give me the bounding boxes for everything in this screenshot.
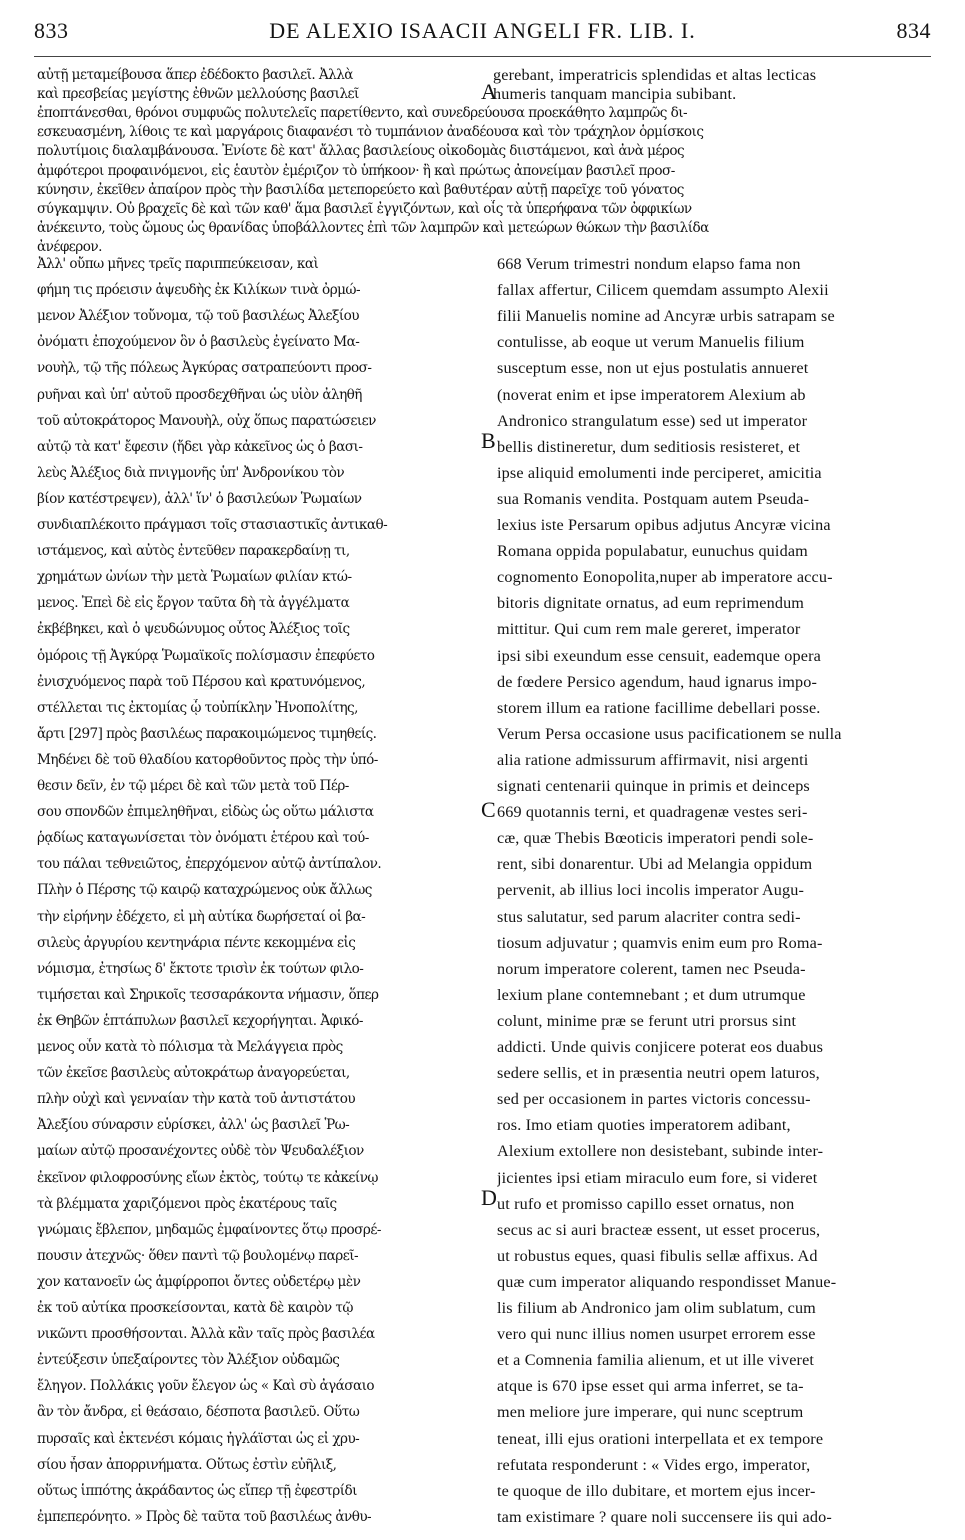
- latin-line: secus ac si auri bracteæ essent, ut esset procerus,: [497, 1220, 821, 1239]
- greek-line: ὀνόματι ἐποχούμενον ὃν ὁ βασιλεὺς ἐγείνατο Μα-: [37, 334, 360, 351]
- greek-line: θεσιν δεῖν, ἐν τῷ μέρει δὲ καὶ τῶν μετὰ τοῦ Πέρ-: [37, 778, 349, 794]
- greek-line: βίον κατέστρεψεν), ἀλλ' ἵν' ὁ βασιλεύων Ῥωμαίων: [37, 490, 362, 507]
- top-greek-line: κύνησιν, ἐκεῖθεν ἀπαίρον πρὸς τὴν βασιλίδα μετεπορεύετο καὶ βαθυτέραν αὐτῇ παρεῖχε τοῦ γόνατος: [37, 181, 684, 198]
- greek-line: νόμισμα, ἐτησίως δ' ἔκτοτε τρισὶν ἐκ τούτων φιλο-: [37, 960, 364, 977]
- page-number-right: 834: [896, 18, 931, 43]
- top-greek-line: εσκευασμένη, λίθοις τε καὶ μαργάροις διαφανέσι τὸ τυμπάνιον ἀναδέουσα καὶ τὸν τράχηλον ὁρμίσκοις: [37, 124, 704, 141]
- top-greek-line: σύγκαμψιν. Οὐ βραχεῖς δὲ καὶ τῶν καθ' ἅμα βασιλεῖ ἐγγιζόντων, καὶ οἷς τὰ ὑπερήφανα τῶν ὀφφικίων: [37, 200, 692, 217]
- greek-line: μενον Ἀλέξιον τοὔνομα, τῷ τοῦ βασιλέως Ἀλεξίου: [37, 308, 360, 325]
- greek-line: ἂν τὸν ἄνδρα, εἰ θεάσαιο, δέσποτα βασιλεῦ. Οὕτω: [37, 1404, 360, 1421]
- latin-line: ipse aliquid emolumenti inde perciperet, amicitia: [497, 463, 822, 482]
- latin-line: teneat, illi ejus orationi interpellata et ex tempore: [497, 1429, 824, 1448]
- latin-line: jicientes ipsi etiam miraculo eum fore, si videret: [497, 1168, 818, 1187]
- latin-line: lexius iste Persarum opibus adjutus Ancyræ vicina: [497, 516, 831, 534]
- latin-line: men meliore jure imperare, qui nunc sceptrum: [497, 1403, 804, 1422]
- greek-line: πυρσαῖς καὶ ἐκτενέσι κόμαις ἠγλάϊσται ὡς εἰ χρυ-: [37, 1430, 360, 1447]
- greek-line: χρημάτων ὠνίων τὴν μετὰ Ῥωμαίων φιλίαν κτώ-: [37, 569, 352, 586]
- greek-line: τὴν εἰρήνην ἐδέχετο, εἰ μὴ αὐτίκα δωρήσεταί οἱ βα-: [37, 908, 366, 925]
- latin-line: (noverat enim et ipse imperatorem Alexium ab: [497, 385, 806, 404]
- latin-line: cæ, quæ Thebis Bœoticis imperatori pendi sole-: [497, 829, 814, 848]
- greek-line: οὕτως ἱππότης ἀκράδαντος ὡς εἴπερ τῇ ἐφεστρίδι: [37, 1482, 357, 1499]
- greek-line: φήμη τις πρόεισιν ἀψευδὴς ἐκ Κιλίκων τινὰ ὀρμώ-: [37, 282, 360, 299]
- greek-line: μενος. Ἐπεὶ δὲ εἰς ἔργον ταῦτα δὴ τὰ ἀγγέλματα: [37, 595, 350, 612]
- top-greek-line: αὐτῇ μεταμείβουσα ἅπερ ἐδέδοκτο βασιλεῖ. Ἀλλὰ: [37, 67, 353, 83]
- page-number-left: 833: [34, 18, 69, 43]
- latin-line: te quoque de illo dubitare, et mortem ejus incer-: [497, 1481, 816, 1500]
- greek-line: ρυῆναι καὶ ὑπ' αὐτοῦ προσδεχθῆναι ὡς υἱὸν ἀληθῆ: [37, 386, 362, 403]
- greek-line: μαίων αὐτῷ προσανέχοντες οὐδὲ τὸν Ψευδαλέξιον: [37, 1143, 364, 1160]
- top-latin-line: humeris tanquam mancipia subibant.: [493, 85, 737, 104]
- greek-line: ἐκεῖνον φιλοφροσύνης εἴων ἐκτὸς, τούτῳ τε κἀκείνῳ: [37, 1169, 378, 1186]
- latin-line: Andronico strangulatum esse) sed ut imperator: [497, 411, 808, 430]
- latin-line: tam existimare ? quare noli succensere iis qui ado-: [497, 1507, 832, 1526]
- greek-line: τοῦ αὐτοκράτορος Μανουὴλ, οὐχ ὅπως παρατώσειεν: [37, 412, 376, 429]
- greek-line: σου σπονδῶν ἐπιμεληθῆναι, εἰδὼς ὡς οὕτω μάλιστα: [37, 804, 374, 821]
- greek-line: ιστάμενος, καὶ αὐτὸς ἐντεῦθεν παρακερδαίνῃ τι,: [37, 543, 350, 560]
- latin-line: pervenit, ab illius loci incolis imperator Augu-: [497, 881, 805, 900]
- greek-line: τιμήσεται καὶ Σηρικοῖς τεσσαράκοντα νήμασιν, ὅπερ: [37, 986, 379, 1003]
- top-greek-line: καὶ πρεσβείας μεγίστης ἐθνῶν μελλούσης βασιλεῖ: [37, 86, 359, 103]
- latin-line: ut robustus eques, quasi fibulis sellæ affixus. Ad: [497, 1246, 818, 1265]
- latin-line: atque is 670 ipse esset qui arma inferret, se ta-: [497, 1377, 804, 1396]
- latin-line: ros. Imo etiam quoties imperatorem adibant,: [497, 1116, 791, 1135]
- latin-line: rent, sibi donarentur. Ubi ad Melangia oppidum: [497, 855, 813, 874]
- latin-line: ut rufo et promisso capillo esset ornatus, non: [497, 1194, 795, 1213]
- latin-line: contulisse, ab eoque ut verum Manuelis filium: [497, 333, 805, 352]
- latin-line: sedere sellis, et in præsentia neutri opem laturos,: [497, 1064, 820, 1083]
- latin-line: quæ cum imperator aliquando respondisset Manue-: [497, 1272, 837, 1291]
- latin-line: sua Romanis vendita. Postquam autem Pseuda-: [497, 489, 810, 508]
- greek-line: Ἀλεξίου σύναρσιν εὑρίσκει, ἀλλ' ὡς βασιλεῖ Ῥω-: [37, 1117, 350, 1134]
- greek-line: Ἀλλ' οὔπω μῆνες τρεῖς παριππεύκεισαν, καὶ: [37, 256, 319, 272]
- latin-line: signati centenarii quinque in primis et deinceps: [497, 777, 810, 795]
- greek-line: νικῶντι προσθήσονται. Ἀλλὰ κἂν ταῖς πρὸς βασιλέα: [37, 1326, 375, 1343]
- latin-line: mittitur. Qui cum rem male gereret, imperator: [497, 620, 801, 639]
- greek-line: μενος οὖν κατὰ τὸ πόλισμα τὰ Μελάγγεια πρὸς: [37, 1039, 343, 1055]
- greek-line: ἐντεύξεσιν ὑπεξαίροντες τὸν Ἀλέξιον οὐδαμῶς: [37, 1352, 340, 1369]
- latin-line: de fœdere Persico agendum, haud ignarus impo-: [497, 672, 818, 691]
- latin-line: bitoris dignitate ornatus, ad eum reprimendum: [497, 594, 805, 613]
- latin-line: alia ratione admissurum affirmavit, nisi argenti: [497, 750, 809, 769]
- greek-line: γνώμαις ἔβλεπον, μηδαμῶς ἐμφαίνοντες ὅτῳ προσρέ-: [37, 1221, 381, 1238]
- latin-line: lis filium ab Andronico jam olim sublatum, cum: [497, 1299, 816, 1317]
- greek-line: πουσιν ἀτεχνῶς· ὅθεν παντὶ τῷ βουλομένῳ παρεῖ-: [37, 1247, 359, 1264]
- latin-line: Alexium extollere non desistebant, subinde inter-: [497, 1142, 824, 1161]
- greek-line: ἐκ Θηβῶν ἑπτάπυλων βασιλεῖ κεχορήγηται. Ἀφικό-: [37, 1012, 363, 1029]
- latin-line: lexium plane contemnebant ; et dum utrumque: [497, 985, 806, 1004]
- greek-line: τῶν ἐκεῖσε βασιλεὺς αὐτοκράτωρ ἀναγορεύεται,: [37, 1065, 350, 1082]
- latin-line: 669 quotannis terni, et quadragenæ vestes seri-: [497, 803, 808, 822]
- latin-line: filii Manuelis nomine ad Ancyræ urbis satrapam se: [497, 307, 835, 326]
- greek-line: Πλὴν ὁ Πέρσης τῷ καιρῷ καταχρώμενος οὐκ ἄλλως: [37, 882, 372, 899]
- greek-line: του πάλαι τεθνειῶτος, ἐπερχόμενον αὐτῷ ἀντίπαλον.: [37, 856, 382, 873]
- latin-line: addicti. Unde quivis conjicere poterat eos duabus: [497, 1038, 824, 1056]
- greek-line: ἐκβέβηκει, καὶ ὁ ψευδώνυμος οὗτος Ἀλέξιος τοῖς: [37, 621, 350, 638]
- greek-line: ὁμόροις τῇ Ἀγκύρᾳ Ῥωμαϊκοῖς πολίσμασιν ἐπεφύετο: [37, 647, 375, 664]
- greek-line: συνδιαπλέκοιτο πράγμασι τοῖς στασιαστικῖς ἀντικαθ-: [37, 517, 388, 533]
- greek-line: ἐνισχυόμενος παρὰ τοῦ Πέρσου καὶ κρατυνόμενος,: [37, 673, 366, 690]
- greek-line: σίου ἦσαν ἀπορρινήματα. Οὕτως ἐστὶν εὐῆλιξ,: [37, 1456, 337, 1473]
- latin-line: tiosum adjuvatur ; quamvis enim eum pro Roma-: [497, 933, 823, 952]
- greek-line: ῥᾳδίως καταγωνίσεται τὸν ὀνόματι ἑτέρου καὶ τού-: [37, 830, 369, 847]
- latin-line: colunt, minime præ se ferunt utri prorsus sint: [497, 1011, 797, 1030]
- greek-line: Μηδένει δὲ τοῦ θλαδίου κατορθοῦντος πρὸς τὴν ὑπό-: [37, 751, 378, 768]
- latin-line: bellis distineretur, dum seditiosis resisteret, et: [497, 437, 801, 456]
- greek-line: ἔληγον. Πολλάκις γοῦν ἔλεγον ὡς « Καὶ σὺ ἀγάσαιο: [37, 1378, 375, 1395]
- greek-line: σιλεὺς ἀργυρίου κεντηνάρια πέντε κεκομμένα εἰς: [37, 934, 356, 951]
- margin-letter-b: B: [481, 428, 496, 453]
- latin-line: et a Comnenia familia alienum, et ut ille viveret: [497, 1351, 815, 1370]
- greek-line: ἐκ τοῦ αὐτίκα προσκείσονται, κατὰ δὲ καιρὸν τῷ: [37, 1300, 353, 1316]
- latin-line: vero qui nunc illius nomen usurpet errorem esse: [497, 1325, 816, 1344]
- top-greek-line: ἀνέφερον.: [37, 238, 102, 255]
- latin-line: Romana oppida populabatur, eunuchus quidam: [497, 542, 808, 561]
- running-title: DE ALEXIO ISAACII ANGELI FR. LIB. I.: [269, 18, 696, 43]
- latin-line: storem illum ea ratione facillime debellari posse.: [497, 698, 821, 717]
- margin-letter-c: C: [481, 797, 496, 822]
- latin-line: 668 Verum trimestri nondum elapso fama non: [497, 255, 801, 273]
- greek-line: ἄρτι [297] πρὸς βασιλέως παρακοιμώμενος τιμηθείς.: [37, 725, 377, 742]
- latin-line: Verum Persa occasione usus pacificationem se nulla: [497, 724, 842, 743]
- latin-line: sed per occasionem in partes victoris concessu-: [497, 1090, 811, 1109]
- top-greek-line: ἀνέκειντο, τοὺς ὤμους ὡς θρανίδας ὑποβάλλοντες ἐπὶ τῶν λαμπρῶν καὶ μετεώρων θώκων τὴν βασιλίδα: [37, 219, 709, 236]
- latin-line: cognomento Eonopolita,nuper ab imperatore accu-: [497, 568, 833, 587]
- latin-line: susceptum esse, non ut ejus postulatis annueret: [497, 359, 809, 378]
- top-greek-line: ἐποπτάνεσθαι, θρόνοι συμφυῶς πολυτελεῖς παρετίθεντο, καὶ συνεδρεύουσα προεκάθητο λαμπρῶς δι-: [37, 105, 688, 122]
- greek-line: τὰ βλέμματα χαριζόμενοι πρὸς ἑκατέρους ταῖς: [37, 1195, 337, 1212]
- greek-line: αὐτῷ τὰ κατ' ἔφεσιν (ἤδει γὰρ κἀκεῖνος ὡς ὁ βασι-: [37, 438, 363, 455]
- greek-line: χον κατανοεῖν ὡς ἀμφίρροποι ὄντες οὐδετέρῳ μὲν: [37, 1273, 361, 1290]
- greek-line: στέλλεται τις ἐκτομίας ᾧ τοὐπίκλην Ἠνοπολίτης,: [37, 699, 358, 716]
- margin-letter-d: D: [481, 1185, 497, 1210]
- greek-line: νουὴλ, τῷ τῆς πόλεως Ἀγκύρας σατραπεύοντι προσ-: [37, 360, 372, 377]
- latin-line: norum imperatore colerent, tamen nec Pseuda-: [497, 959, 806, 978]
- top-greek-line: ἀμφότεροι προφαινόμενοι, εἰς ἑαυτὸν ἐμέριζον τὸ ὑπήκοον· ἢ καὶ πρώτως ἀπονείμαν βασιλεῖ προσ-: [37, 162, 675, 179]
- greek-line: πλὴν οὐχὶ καὶ γενναίαν τὴν κατὰ τοῦ ἀντιστάτου: [37, 1091, 356, 1108]
- margin-letter-a: A: [481, 79, 497, 104]
- header-rule: [34, 56, 931, 57]
- latin-line: fallax affertur, Cilicem quemdam assumpto Alexii: [497, 281, 829, 300]
- greek-line: ἐμπεπερόνητο. » Πρὸς δὲ ταῦτα τοῦ βασιλέως ἀνθυ-: [37, 1508, 372, 1525]
- top-latin-line: gerebant, imperatricis splendidas et altas lecticas: [493, 66, 817, 84]
- latin-line: refutata responderunt : « Vides ergo, imperator,: [497, 1455, 811, 1474]
- page-header: [34, 18, 931, 48]
- latin-line: stus salutatur, sed parum alacriter contra sedi-: [497, 907, 801, 926]
- greek-line: λεὺς Ἀλέξιος διὰ πνιγμονῆς ὑπ' Ἀνδρονίκου τὸν: [37, 464, 345, 481]
- top-greek-line: πολυτίμοις διαλαμβάνουσα. Ἐνίοτε δὲ κατ' ἄλλας βασιλείους οἰκοδομὰς διιστάμενοι, καὶ ἀνὰ μέρος: [37, 143, 685, 160]
- latin-line: ipsi sibi exeundum esse censuit, eademque opera: [497, 646, 821, 665]
